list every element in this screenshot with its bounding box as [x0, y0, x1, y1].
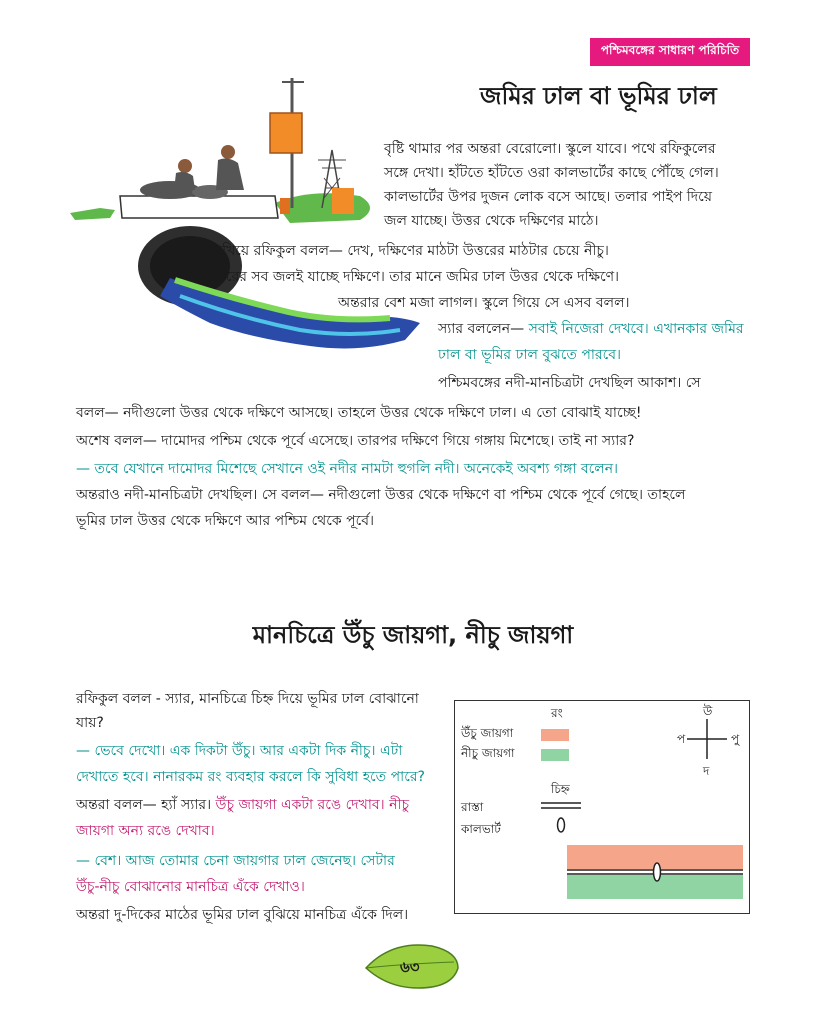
- highlight-text: জায়গা অন্য রঙে দেখাব।: [76, 823, 215, 839]
- compass-west: প: [677, 732, 686, 746]
- paragraph-line: রফিকুল বলল - স্যার, মানচিত্রে চিহ্ন দিয়ে ভূমির ঢাল বোঝানো: [76, 691, 419, 707]
- compass-east: পু: [731, 732, 740, 746]
- teacher-speech: — তবে যেখানে দামোদর মিশেছে সেখানে ওই নদীর নামটা হুগলি নদী। অনেকেই অবশ্য গঙ্গা বলেন।: [76, 461, 619, 477]
- paragraph-line: অন্তরা দু-দিকের মাঠের ভূমির ঢাল বুঝিয়ে মানচিত্র এঁকে দিল।: [76, 907, 409, 923]
- culvert-illustration: [60, 68, 440, 368]
- slope-map: [567, 841, 743, 905]
- teacher-speech: সবাই নিজেরা দেখবে। এখানকার জমির: [528, 321, 744, 337]
- highlight-text: উঁচু-নীচু বোঝানোর মানচিত্র এঁকে দেখাও।: [76, 879, 305, 895]
- paragraph-line: বৃষ্টি থামার পর অন্তরা বেরোলো। স্কুলে যাবে। পথে রফিকুলের: [384, 141, 716, 157]
- section2-title: মানচিত্রে উঁচু জায়গা, নীচু জায়গা: [252, 621, 574, 649]
- page-number: ৬৩: [400, 958, 420, 976]
- teacher-speech: দেখাতে হবে। নানারকম রং ব্যবহার করলে কি সুবিধা হতে পারে?: [76, 769, 425, 785]
- color-heading: রং: [551, 706, 563, 720]
- paragraph-line: উত্তরের সব জলই যাচ্ছে দক্ষিণে। তার মানে জমির ঢাল উত্তর থেকে দক্ষিণে।: [205, 269, 620, 285]
- compass-north: উ: [703, 704, 713, 718]
- low-land-swatch: [541, 749, 569, 761]
- paragraph-line: বলল— নদীগুলো উত্তর থেকে দক্ষিণে আসছে। তাহলে উত্তর থেকে দক্ষিণে ঢাল। এ তো বোঝাই যাচ্ছে!: [76, 405, 642, 421]
- speaker-label: অন্তরা বলল— হ্যাঁ স্যার।: [76, 797, 216, 813]
- speaker-label: স্যার বললেন—: [438, 321, 529, 337]
- paragraph-line: কালভার্টের উপর দুজন লোক বসে আছে। তলার পাইপ দিয়ে: [384, 189, 713, 205]
- culvert-label: কালভার্ট: [461, 822, 501, 836]
- teacher-speech: ঢাল বা ভূমির ঢাল বুঝতে পারবে।: [438, 347, 622, 363]
- teacher-speech: — বেশ। আজ তোমার চেনা জায়গার ঢাল জেনেছ। সেটার: [76, 853, 395, 869]
- paragraph-line: জল যাচ্ছে। উত্তর থেকে দক্ষিণের মাঠে।: [384, 213, 599, 229]
- teacher-speech: — ভেবে দেখো। এক দিকটা উঁচু। আর একটা দিক নীচু। এটা: [76, 743, 403, 759]
- paragraph-line: [76, 796, 409, 814]
- paragraph-line: অন্তরাও নদী-মানচিত্রটা দেখছিল। সে বলল— নদীগুলো উত্তর থেকে দক্ষিণে বা পশ্চিম থেকে পূর্বে গেছে। তাহলে: [76, 487, 686, 503]
- high-land-label: উঁচু জায়গা: [461, 726, 514, 740]
- map-legend-box: [454, 700, 750, 914]
- symbol-heading: চিহ্ন: [551, 782, 570, 796]
- paragraph-line: ভূমির ঢাল উত্তর থেকে দক্ষিণে আর পশ্চিম থেকে পূর্বে।: [76, 513, 375, 529]
- paragraph-line: অশেষ বলল— দামোদর পশ্চিম থেকে পূর্বে এসেছে। তারপর দক্ষিণে গিয়ে গঙ্গায় মিশেছে। তাই না স্যার?: [76, 433, 635, 449]
- high-land-swatch: [541, 729, 569, 741]
- compass-south: দ: [703, 764, 710, 778]
- low-land-label: নীচু জায়গা: [461, 746, 515, 760]
- road-culvert-symbol: [539, 799, 583, 835]
- compass-icon: [687, 719, 727, 759]
- chapter-badge: পশ্চিমবঙ্গের সাধারণ পরিচিতি: [590, 38, 750, 66]
- section1-title: জমির ঢাল বা ভূমির ঢাল: [480, 82, 717, 110]
- teacher-line: [438, 320, 744, 338]
- paragraph-line: অন্তরার বেশ মজা লাগল। স্কুলে গিয়ে সে এসব বলল।: [338, 295, 630, 311]
- paragraph-line: সেটা দেখিয়ে রফিকুল বলল— দেখ, দক্ষিণের মাঠটা উত্তরের মাঠটার চেয়ে নীচু।: [178, 243, 609, 259]
- road-label: রাস্তা: [461, 800, 484, 814]
- highlight-text: উঁচু জায়গা একটা রঙে দেখাব। নীচু: [215, 797, 410, 813]
- paragraph-line: সঙ্গে দেখা। হাঁটতে হাঁটতে ওরা কালভার্টের কাছে পৌঁছে গেল।: [384, 165, 719, 181]
- paragraph-line: যায়?: [76, 715, 104, 731]
- paragraph-line: পশ্চিমবঙ্গের নদী-মানচিত্রটা দেখছিল আকাশ। সে: [438, 375, 701, 391]
